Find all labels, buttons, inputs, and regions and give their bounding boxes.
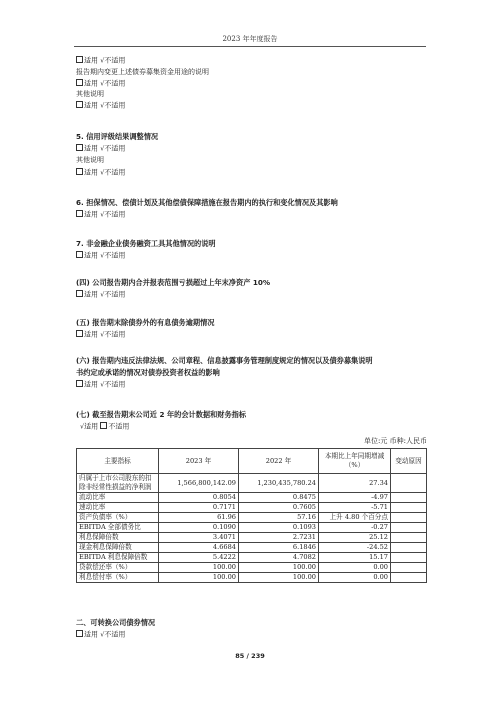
table-row	[77, 563, 427, 573]
table-cell: 2.7231	[239, 533, 319, 543]
table-row	[77, 513, 427, 523]
checkbox-empty-icon	[76, 101, 83, 108]
option-label-not-applicable: 不适用	[104, 101, 126, 110]
table-cell: 3.4071	[159, 533, 239, 543]
check-icon: √	[100, 290, 105, 299]
financial-indicators-table	[76, 448, 427, 583]
check-icon: √	[100, 56, 105, 65]
option-label-not-applicable: 不适用	[104, 210, 126, 219]
option-line	[76, 144, 125, 154]
option-label-not-applicable: 不适用	[104, 168, 126, 177]
table-cell: 资产负债率（%）	[77, 513, 159, 523]
table-cell	[391, 533, 427, 543]
table-row	[77, 533, 427, 543]
table-row	[77, 523, 427, 533]
option-label-not-applicable: 不适用	[104, 290, 126, 299]
section-title: (六) 报告期内违反法律法规、公司章程、信息披露事务管理制度规定的情况以及债券募集说明	[76, 356, 373, 365]
check-icon: √	[100, 380, 105, 389]
option-label-applicable: 适用	[84, 422, 99, 431]
table-cell	[391, 523, 427, 533]
checkbox-empty-icon	[76, 56, 83, 63]
section-title: (七) 截至报告期末公司近 2 年的会计数据和财务指标	[76, 410, 247, 419]
table-row	[77, 474, 427, 493]
section-title: (五) 报告期末除债券外的有息债务逾期情况	[76, 318, 215, 327]
option-label-not-applicable: 不适用	[104, 144, 126, 153]
note-text: 其他说明	[76, 156, 104, 164]
table-header-row	[77, 449, 427, 474]
table-cell	[391, 493, 427, 503]
option-line	[76, 168, 125, 178]
checkbox-empty-icon	[76, 380, 83, 387]
option-label-not-applicable: 不适用	[104, 56, 126, 65]
table-cell: 1,566,800,142.09	[159, 474, 239, 493]
option-label-applicable: 适用	[84, 290, 98, 299]
check-icon: √	[100, 168, 105, 177]
table-cell: EBITDA 利息保障倍数	[77, 553, 159, 563]
checkbox-empty-icon	[76, 210, 83, 217]
checkbox-empty-icon	[76, 630, 83, 637]
checkbox-empty-icon	[76, 290, 83, 297]
section-title: 7. 非金融企业债务融资工具其他情况的说明	[76, 239, 216, 248]
table-cell: 0.7605	[239, 503, 319, 513]
table-cell: -0.27	[319, 523, 391, 533]
check-icon: √	[100, 251, 105, 260]
table-unit-note: 单位:元 币种:人民币	[364, 437, 427, 445]
note-text: 报告期内变更上述债券募集资金用途的说明	[76, 68, 209, 76]
option-label-applicable: 适用	[84, 144, 98, 153]
checkbox-empty-icon	[76, 79, 83, 86]
option-label-not-applicable: 不适用	[108, 422, 130, 431]
option-label-applicable: 适用	[84, 101, 98, 110]
col-header: 变动原因	[391, 449, 427, 474]
option-label-not-applicable: 不适用	[104, 330, 126, 339]
col-header: 主要指标	[77, 449, 159, 474]
table-cell	[391, 563, 427, 573]
table-cell: 0.00	[319, 573, 391, 583]
table-cell: 0.8475	[239, 493, 319, 503]
section-title: 6. 担保情况、偿债计划及其他偿债保障措施在报告期内的执行和变化情况及其影响	[76, 198, 338, 207]
section-title: 二、可转换公司债券情况	[76, 618, 156, 627]
option-line	[76, 79, 125, 89]
table-row	[77, 503, 427, 513]
table-cell: 4.7082	[239, 553, 319, 563]
option-line	[76, 330, 125, 340]
option-line	[76, 56, 125, 66]
table-cell	[391, 543, 427, 553]
table-cell: 利息偿付率（%）	[77, 573, 159, 583]
section-title: 5. 信用评级结果调整情况	[76, 132, 159, 141]
option-label-not-applicable: 不适用	[104, 380, 126, 389]
table-cell: 速动比率	[77, 503, 159, 513]
table-row	[77, 553, 427, 563]
check-icon: √	[100, 79, 105, 88]
col-header: 本期比上年同期增减（%）	[319, 449, 391, 474]
option-label-not-applicable: 不适用	[104, 630, 126, 639]
option-line	[80, 422, 129, 432]
table-cell: 27.34	[319, 474, 391, 493]
checkbox-empty-icon	[76, 168, 83, 175]
option-line	[76, 210, 125, 220]
checkbox-empty-icon	[76, 330, 83, 337]
table-cell: 归属于上市公司股东的扣除非经常性损益的净利润	[77, 474, 159, 493]
table-cell: 0.00	[319, 563, 391, 573]
option-line	[76, 630, 125, 640]
option-line	[76, 290, 125, 300]
table-cell: 0.8054	[159, 493, 239, 503]
table-cell: 61.96	[159, 513, 239, 523]
table-cell	[391, 474, 427, 493]
option-label-applicable: 适用	[84, 79, 98, 88]
option-label-applicable: 适用	[84, 630, 98, 639]
table-cell: -5.71	[319, 503, 391, 513]
table-cell: 1,230,435,780.24	[239, 474, 319, 493]
table-cell: 利息保障倍数	[77, 533, 159, 543]
check-icon: √	[100, 630, 105, 639]
option-label-applicable: 适用	[84, 330, 98, 339]
table-cell: 0.1090	[159, 523, 239, 533]
table-cell	[391, 573, 427, 583]
check-icon: √	[100, 101, 105, 110]
table-row	[77, 573, 427, 583]
option-label-not-applicable: 不适用	[104, 79, 126, 88]
table-cell: 流动比率	[77, 493, 159, 503]
check-icon: √	[80, 422, 85, 431]
table-cell: 6.1846	[239, 543, 319, 553]
option-line	[76, 380, 125, 390]
col-header: 2023 年	[159, 449, 239, 474]
checkbox-empty-icon	[100, 422, 107, 429]
table-cell: 100.00	[159, 563, 239, 573]
section-title-cont: 书约定或承诺的情况对债券投资者权益的影响	[76, 368, 220, 377]
table-row	[77, 543, 427, 553]
note-text: 其他说明	[76, 90, 104, 98]
table-cell: 0.1093	[239, 523, 319, 533]
table-cell: 57.16	[239, 513, 319, 523]
table-cell: 25.12	[319, 533, 391, 543]
header-divider	[74, 46, 426, 47]
checkbox-empty-icon	[76, 251, 83, 258]
check-icon: √	[100, 330, 105, 339]
table-cell: 贷款偿还率（%）	[77, 563, 159, 573]
table-cell	[391, 513, 427, 523]
checkbox-empty-icon	[76, 144, 83, 151]
option-label-applicable: 适用	[84, 380, 98, 389]
section-title: (四) 公司报告期内合并报表范围亏损超过上年末净资产 10%	[76, 278, 271, 287]
option-label-applicable: 适用	[84, 210, 98, 219]
table-cell: 100.00	[239, 563, 319, 573]
table-cell: 0.7171	[159, 503, 239, 513]
check-icon: √	[100, 210, 105, 219]
page-number: 85 / 239	[235, 652, 265, 660]
option-label-applicable: 适用	[84, 168, 98, 177]
table-row	[77, 493, 427, 503]
table-cell: -24.52	[319, 543, 391, 553]
table-cell: 100.00	[239, 573, 319, 583]
table-cell: 现金利息保障倍数	[77, 543, 159, 553]
table-cell: EBITDA 全部债务比	[77, 523, 159, 533]
table-cell: -4.97	[319, 493, 391, 503]
option-label-applicable: 适用	[84, 251, 98, 260]
col-header: 2022 年	[239, 449, 319, 474]
table-cell	[391, 553, 427, 563]
table-cell	[391, 503, 427, 513]
option-line	[76, 101, 125, 111]
table-cell: 15.17	[319, 553, 391, 563]
option-line	[76, 251, 125, 261]
option-label-not-applicable: 不适用	[104, 251, 126, 260]
page-header: 2023 年年度报告	[222, 35, 278, 43]
option-label-applicable: 适用	[84, 56, 98, 65]
table-cell: 5.4222	[159, 553, 239, 563]
table-cell: 100.00	[159, 573, 239, 583]
table-cell: 4.6684	[159, 543, 239, 553]
table-cell: 上升 4.80 个百分点	[319, 513, 391, 523]
check-icon: √	[100, 144, 105, 153]
